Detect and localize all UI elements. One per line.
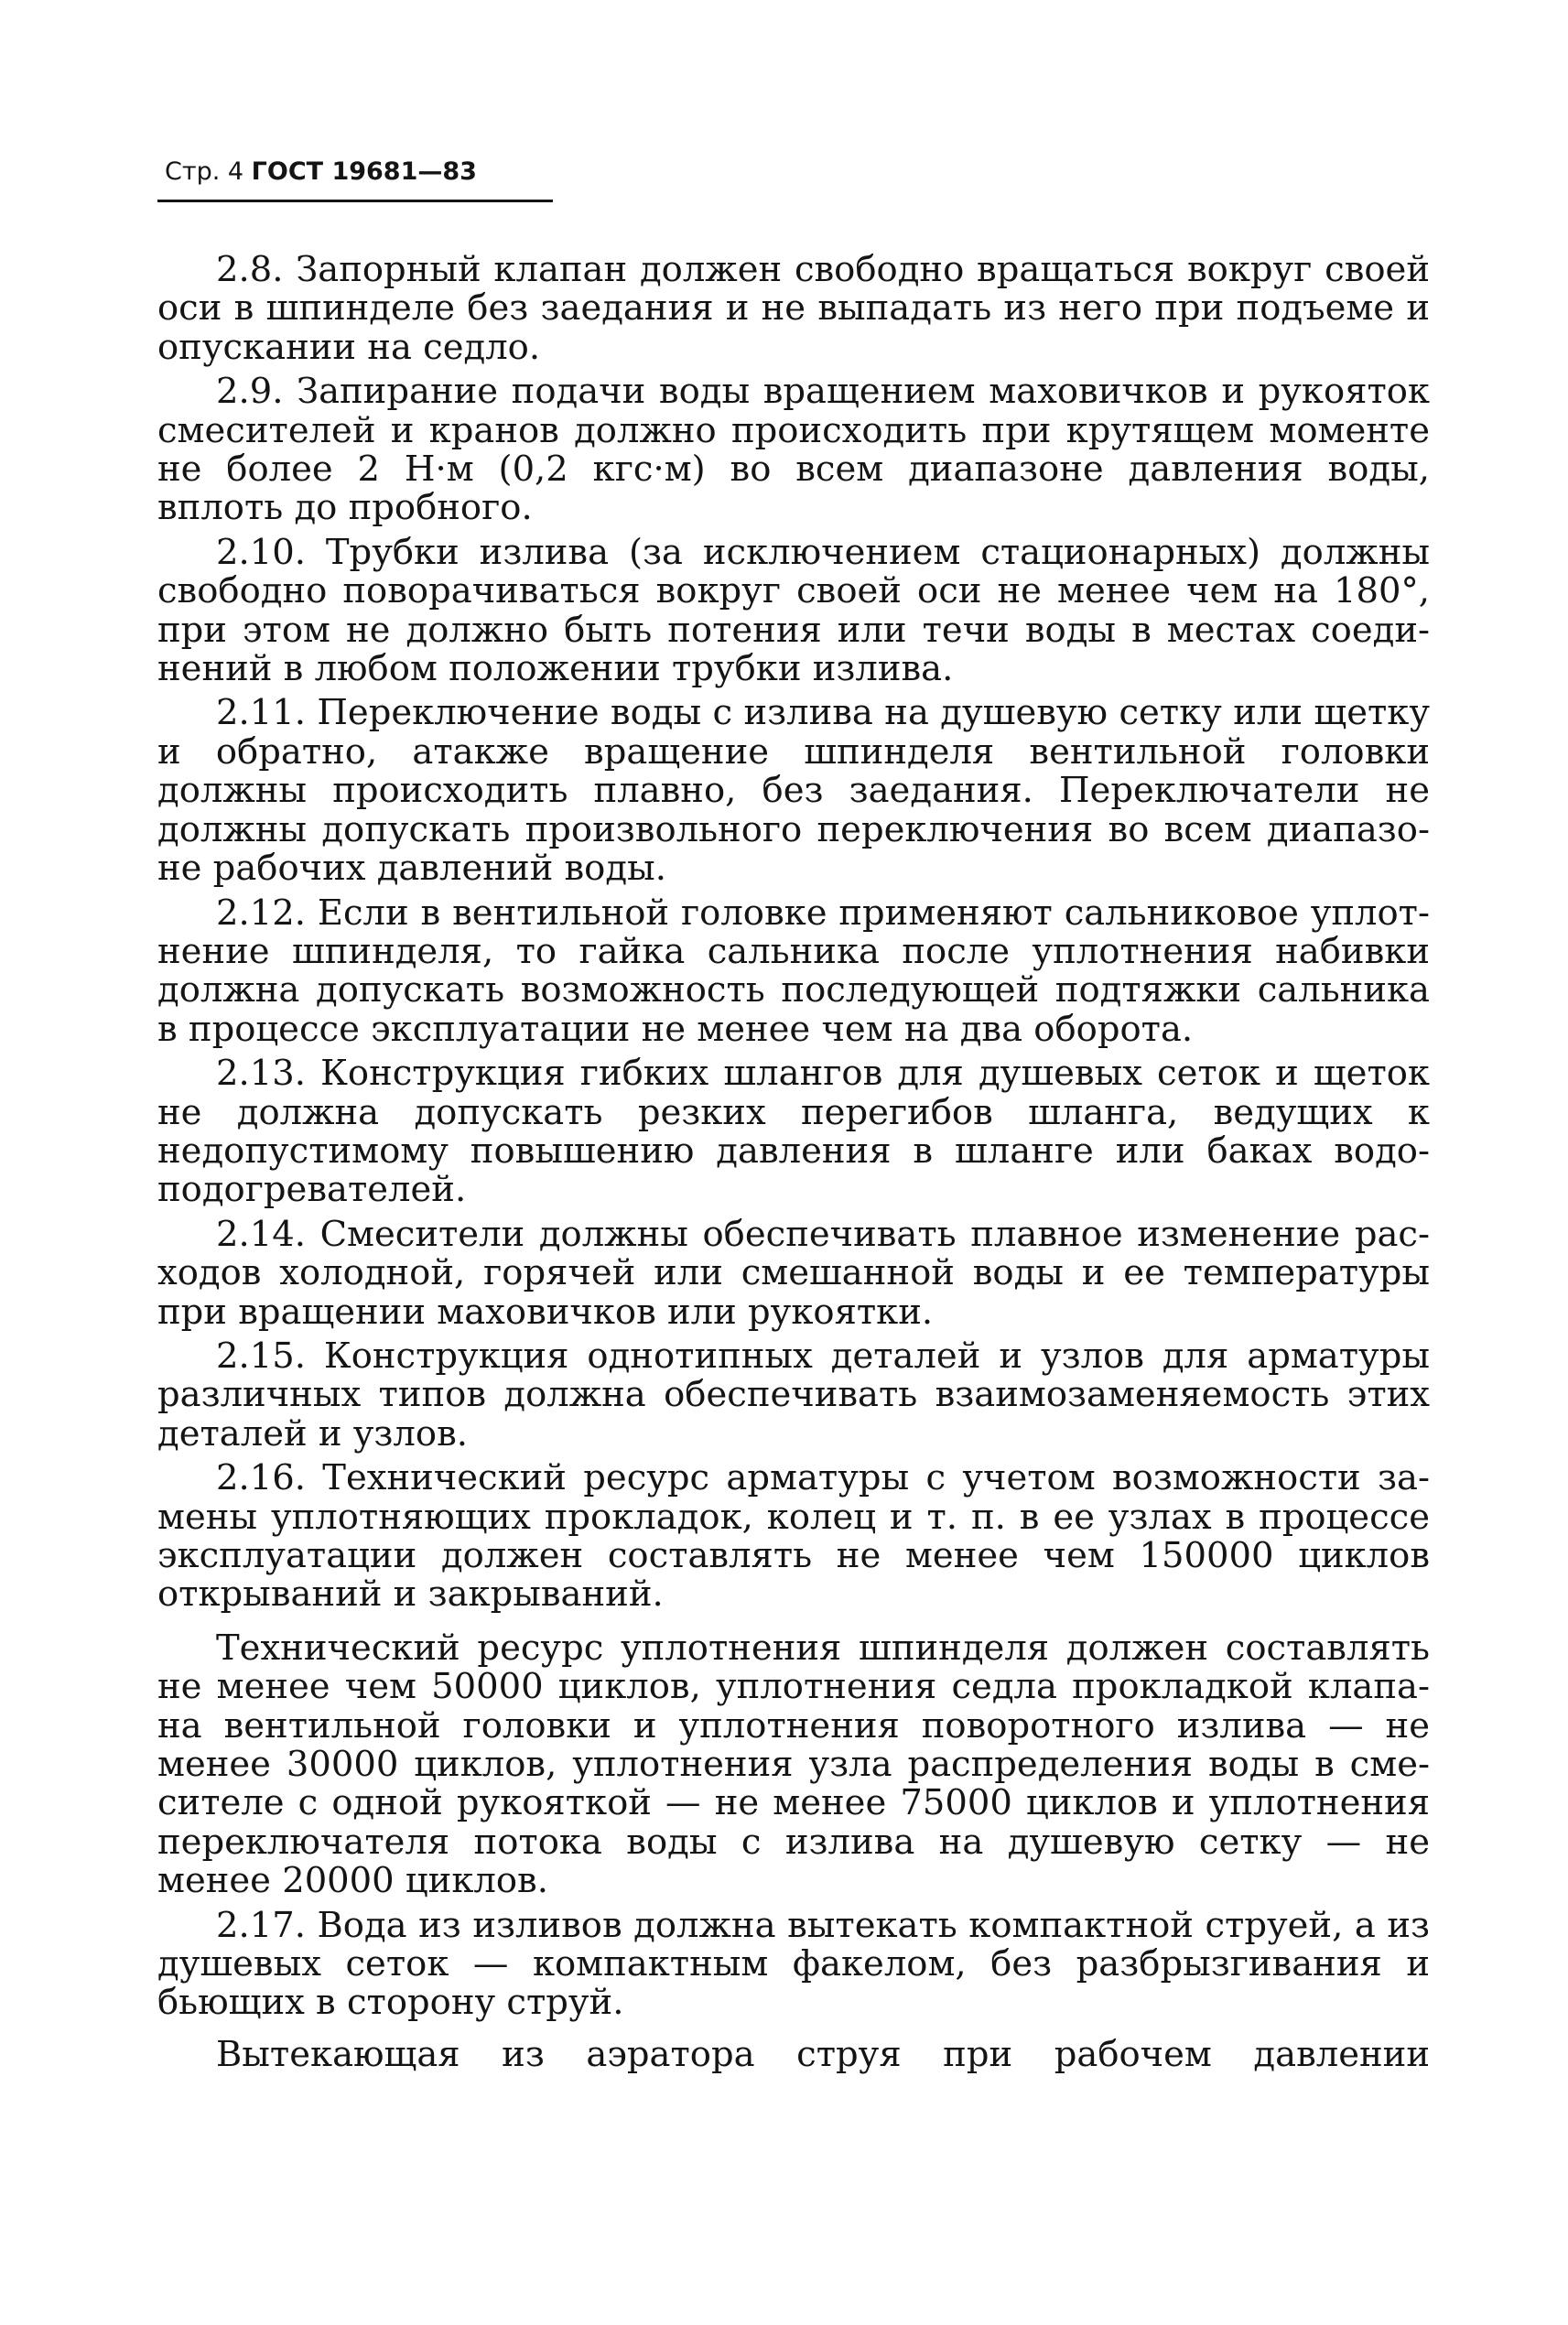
clause-2-17-continuation: Вытекающая из аэратора струя при рабочем давлении <box>216 2033 1430 2075</box>
clause-2-16: 2.16. Технический ресурс арматуры с учетом возможности замены уплотняющих прокладок, колец и т. п. в ее узлах в процессе эксплуатации должен составлять не менее чем 150000 циклов открываний и закрываний. <box>157 1457 1430 1616</box>
page-label: Стр. 4 <box>165 157 244 186</box>
clause-2-14: 2.14. Смесители должны обеспечивать плавное изменение расходов холодной, горячей или смешанной воды и ее температуры при вращении маховичков или рукоятки. <box>157 1213 1430 1333</box>
clause-2-15: 2.15. Конструкция однотипных деталей и узлов для арматуры различных типов должна обеспечивать взаимозаменяемость этих деталей и узлов. <box>157 1335 1430 1454</box>
clause-2-16-continuation: Технический ресурс уплотнения шпинделя должен составлять не менее чем 50000 циклов, уплотнения седла прокладкой клапана вентильной головки и уплотнения поворотного излива — не менее 30000 циклов, уплотнения узла распределения воды в смесителе с одной рукояткой — не менее 75000 циклов и уплотнения переключателя потока воды с излива на душевую сетку — не менее 20000 циклов. <box>157 1627 1430 1902</box>
clause-2-11: 2.11. Переключение воды с излива на душевую сетку или щетку и обратно, атакже вращение шпинделя вентильной головки должны происходить плавно, без заедания. Переключатели не должны допускать произвольного переключения во всем диапазоне рабочих давлений воды. <box>157 692 1430 890</box>
clause-2-13: 2.13. Конструкция гибких шлангов для душевых сеток и щеток не должна допускать резких перегибов шланга, ведущих к недопустимому повышению давления в шланге или баках водоподогревателей. <box>157 1053 1430 1211</box>
document-body <box>157 251 1430 2080</box>
clause-2-17: 2.17. Вода из изливов должна вытекать компактной струей, а из душевых сеток — компактным факелом, без разбрызгивания и бьющих в сторону струй. <box>157 1904 1430 2024</box>
clause-2-9: 2.9. Запирание подачи воды вращением маховичков и рукояток смесителей и кранов должно происходить при крутящем моменте не более 2 Н·м (0,2 кгс·м) во всем диапазоне давления воды, вплоть до пробного. <box>157 371 1430 529</box>
clause-2-12: 2.12. Если в вентильной головке применяют сальниковое уплотнение шпинделя, то гайка сальника после уплотнения набивки должна допускать возможность последующей подтяжки сальника в процессе эксплуатации не менее чем на два оборота. <box>157 892 1430 1050</box>
document-code: ГОСТ 19681—83 <box>251 157 477 186</box>
header-rule <box>157 200 553 202</box>
clause-2-10: 2.10. Трубки излива (за исключением стационарных) должны свободно поворачиваться вокруг своей оси не менее чем на 180°, при этом не должно быть потения или течи воды в местах соединений в любом положении трубки излива. <box>157 531 1430 690</box>
clause-2-8: 2.8. Запорный клапан должен свободно вращаться вокруг своей оси в шпинделе без заедания и не выпадать из него при подъеме и опускании на седло. <box>157 249 1430 368</box>
page-header <box>165 156 477 189</box>
